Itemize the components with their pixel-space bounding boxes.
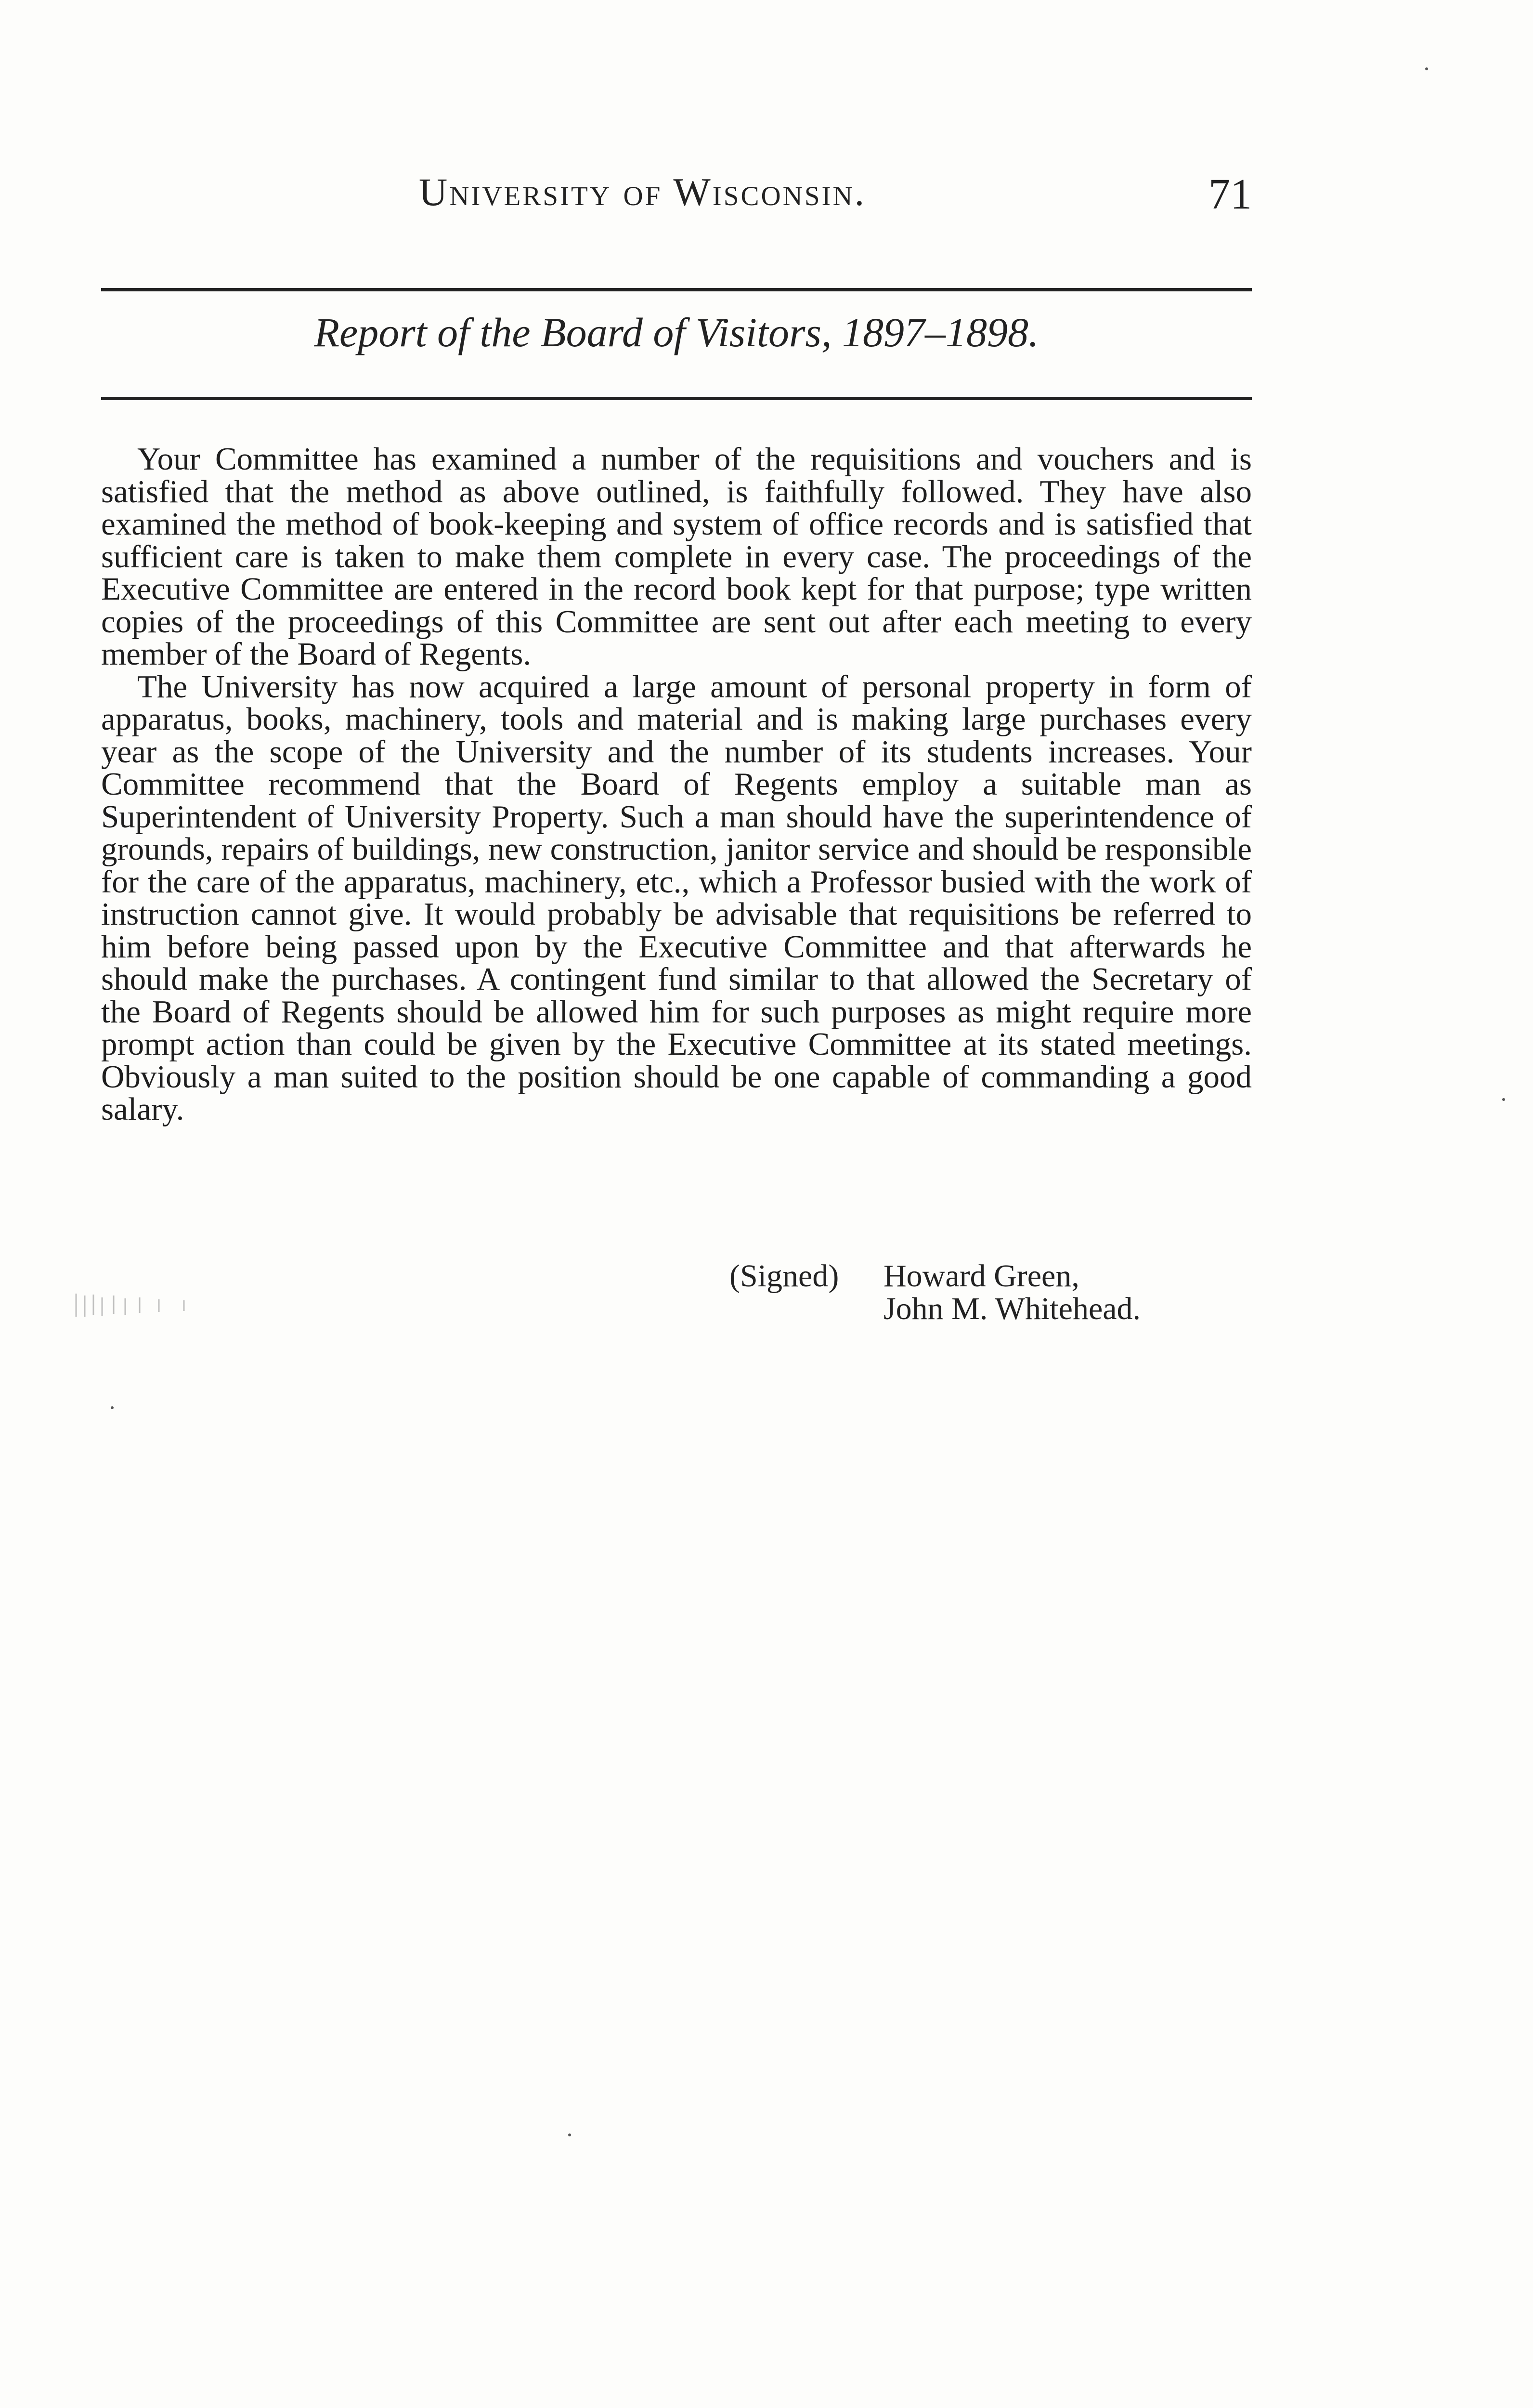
paper-speck: [568, 2133, 571, 2136]
signer-howard-green: Howard Green,: [883, 1258, 1079, 1294]
paper-speck: [1502, 1098, 1505, 1101]
report-title: Report of the Board of Visitors, 1897–1898.: [314, 309, 1039, 355]
bottom-rule: [101, 397, 1252, 400]
signature-block: [729, 1258, 1259, 1330]
signer-john-whitehead: John M. Whitehead.: [883, 1291, 1141, 1326]
paragraph-1: Your Committee has examined a number of the requisitions and vouchers and is satisfied that the method as above outlined, is faithfully followed. They have also examined the method of book-keeping and system of office records and is satisfied that sufficient care is taken to make them complete in every case. The proceedings of the Executive Committee are entered in the record book kept for that purpose; type written copies of the proceedings of this Committee are sent out after each meeting to every member of the Board of Regents.: [101, 441, 1252, 672]
page-number: 71: [1208, 170, 1252, 218]
paper-speck: [111, 1406, 114, 1409]
signed-label: (Signed): [729, 1258, 839, 1294]
faint-stamp-mark: [72, 1291, 299, 1320]
report-body: [101, 443, 1252, 1126]
paper-speck: [1425, 67, 1428, 70]
running-title: University of Wisconsin.: [419, 170, 867, 214]
paragraph-2: The University has now acquired a large amount of personal property in form of apparatus, books, machinery, tools and material and is making large purchases every year as the scope of the University and the number of its students increases. Your Committee recommend that the Board of Regents employ a suitable man as Superintendent of University Property. Such a man should have the superintendence of grounds, repairs of buildings, new construction, janitor service and should be responsible for the care of the apparatus, machinery, etc., which a Professor busied with the work of instruction cannot give. It would probably be advisable that requisitions be referred to him before being passed upon by the Executive Committee and that afterwards he should make the purchases. A contingent fund similar to that allowed the Secretary of the Board of Regents should be allowed him for such purposes as might require more prompt action than could be given by the Executive Committee at its stated meetings. Obviously a man suited to the position should be one capable of commanding a good salary.: [101, 668, 1252, 1127]
running-head: [101, 170, 1252, 222]
top-rule: [101, 288, 1252, 291]
